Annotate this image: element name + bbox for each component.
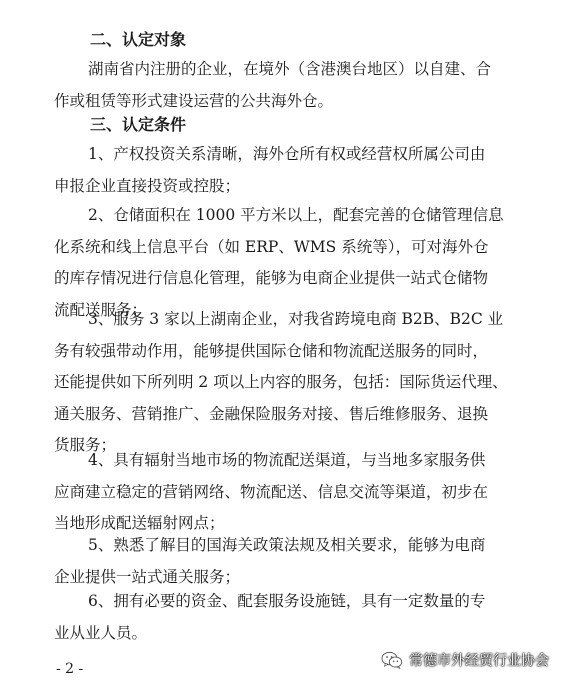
condition-item-6 [54,586,514,649]
text-line: 1、产权投资关系清晰，海外仓所有权或经营权所属公司由 [88,145,486,163]
section-heading-target: 二、认定对象 [90,30,187,49]
page-number: - 2 - [56,661,84,677]
text-line: 务有较强带动作用，能够提供国际仓储和物流配送服务的同时， [54,341,489,360]
section-heading-conditions: 三、认定条件 [90,115,187,134]
text-line: 的库存情况进行信息化管理，能够为电商企业提供一站式仓储物 [54,269,489,287]
paragraph-target-description [54,54,514,117]
text-line: 6、拥有必要的资金、配套服务设施链，具有一定数量的专 [88,592,486,610]
text-line: 还能提供如下所列明 2 项以上内容的服务，包括：国际货运代理、 [54,373,508,391]
text-line: 企业提供一站式通关服务； [54,567,241,586]
condition-item-1 [54,139,514,202]
condition-item-5 [54,530,514,593]
text-line: 4、具有辐射当地市场的物流配送渠道，与当地多家服务供 [88,451,486,469]
watermark-text: 常德市外经贸行业协会 [409,653,549,669]
text-line: 通关服务、营销推广、金融保险服务对接、售后维修服务、退换 [54,404,489,423]
text-line: 湖南省内注册的企业，在境外（含港澳台地区）以自建、合 [88,60,492,78]
condition-item-3 [54,304,514,462]
wechat-icon [381,651,403,669]
text-line: 流配送服务； [54,300,148,319]
text-line: 应商建立稳定的营销网络、物流配送、信息交流等渠道，初步在 [54,482,489,501]
text-line: 3、服务 3 家以上湖南企业，对我省跨境电商 B2B、B2C 业 [88,310,504,328]
condition-item-4 [54,445,514,540]
text-line: 当地形成配送辐射网点； [54,514,225,532]
text-line: 5、熟悉了解目的国海关政策法规及相关要求，能够为电商 [88,536,486,554]
text-line: 申报企业直接投资或控股； [54,176,241,195]
text-line: 2、仓储面积在 1000 平方米以上，配套完善的仓储管理信息 [88,206,504,224]
text-line: 作或租赁等形式建设运营的公共海外仓。 [54,91,334,110]
text-line: 化系统和线上信息平台（如 ERP、WMS 系统等），可对海外仓 [54,237,489,256]
watermark [381,650,549,670]
text-line: 货服务； [54,436,117,454]
text-line: 业从业人员。 [54,623,148,642]
